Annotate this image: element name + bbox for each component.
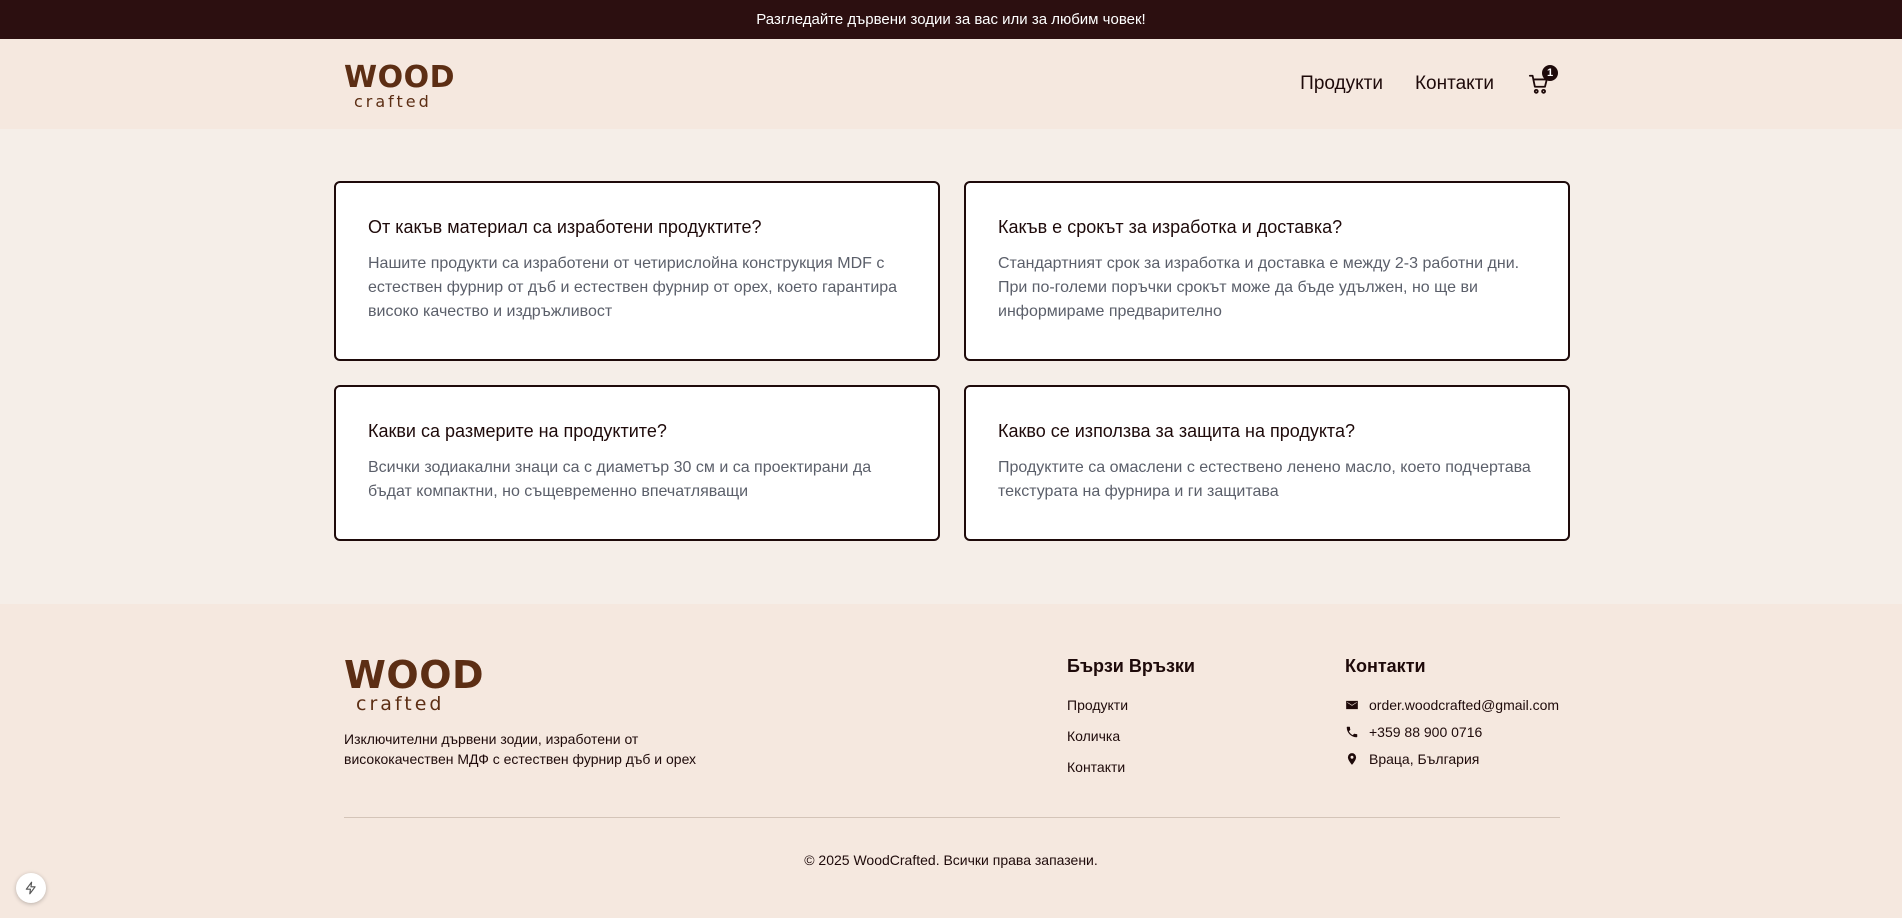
cart-button[interactable] (1528, 67, 1554, 95)
lightning-icon (24, 881, 38, 895)
footer-logo[interactable] (344, 653, 485, 715)
quick-links (1067, 656, 1195, 790)
faq-answer: Нашите продукти са изработени от четирислойна конструкция MDF с естествен фурнир от дъб и естествен фурнир от орех, което гарантира високо качество и издръжливост (368, 255, 898, 320)
footer-contacts (1345, 656, 1559, 778)
faq-question: Какво се използва за защита на продукта? (998, 421, 1355, 441)
site-header (0, 39, 1902, 129)
map-pin-icon (1345, 752, 1359, 766)
faq-answer: Продуктите са омаслени с естествено ленено масло, което подчертава текстурата на фурнира и ги защитава (998, 459, 1531, 500)
phone-icon (1345, 725, 1359, 739)
faq-card (334, 385, 940, 541)
site-footer (0, 604, 1902, 918)
faq-question: От какъв материал са изработени продуктите? (368, 217, 762, 237)
logo-word: WOOD (344, 653, 485, 697)
copyright: © 2025 WoodCrafted. Всички права запазени. (804, 852, 1098, 868)
cart-count-badge: 1 (1542, 65, 1558, 81)
logo-sub: crafted (354, 92, 432, 111)
faq-answer: Всички зодиакални знаци са с диаметър 30 см и са проектирани да бъдат компактни, но същевременно впечатляващи (368, 459, 872, 500)
logo-word: WOOD (344, 60, 455, 95)
faq-question: Какви са размерите на продуктите? (368, 421, 667, 441)
contact-email[interactable] (1345, 697, 1559, 713)
faq-card (964, 181, 1570, 361)
faq-answer: Стандартният срок за изработка и доставка е между 2-3 работни дни. При по-големи поръчки срокът може да бъде удължен, но ще ви информираме предварително (998, 255, 1520, 320)
faq-card (334, 181, 940, 361)
faq-question: Какъв е срокът за изработка и доставка? (998, 217, 1343, 237)
announcement-text: Разгледайте дървени зодии за вас или за любим човек! (756, 11, 1146, 28)
contacts-title: Контакти (1345, 656, 1426, 676)
nav-products[interactable]: Продукти (1300, 73, 1383, 94)
footer-link-products[interactable]: Продукти (1067, 697, 1129, 713)
contact-phone[interactable] (1345, 724, 1559, 740)
footer-link-contacts[interactable]: Контакти (1067, 759, 1126, 775)
footer-divider (344, 817, 1560, 818)
footer-description: Изключителни дървени зодии, изработени от висококачествен МДФ с естествен фурнир дъб и орех (344, 731, 697, 767)
mail-icon (1345, 698, 1359, 712)
header-logo[interactable] (344, 60, 455, 111)
floating-action-button[interactable] (16, 873, 46, 903)
nav-contacts[interactable]: Контакти (1414, 73, 1494, 94)
faq-card (964, 385, 1570, 541)
logo-sub: crafted (356, 693, 445, 715)
quick-links-title: Бързи Връзки (1067, 656, 1195, 676)
location-text: Враца, България (1369, 751, 1480, 767)
main-nav (1268, 39, 1554, 129)
footer-link-cart[interactable]: Количка (1067, 728, 1121, 744)
announcement-bar (0, 0, 1902, 39)
phone-text: +359 88 900 0716 (1369, 724, 1483, 740)
contact-location (1345, 751, 1559, 767)
email-text: order.woodcrafted@gmail.com (1369, 697, 1560, 713)
